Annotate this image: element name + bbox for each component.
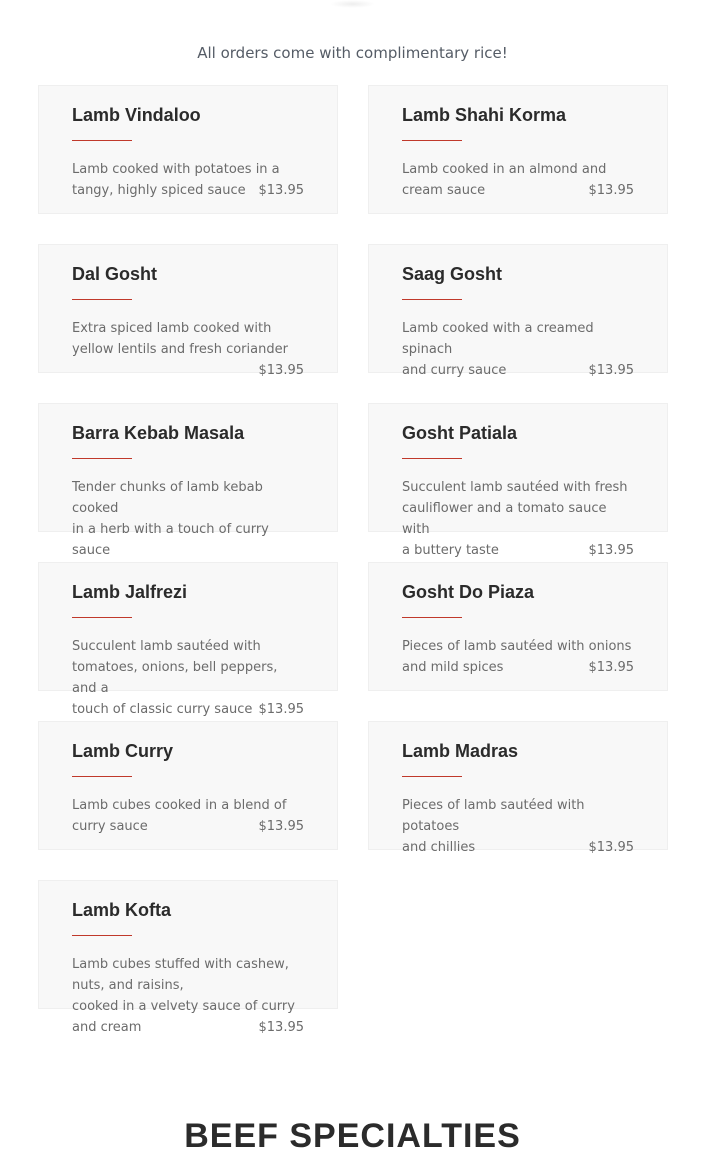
- description-text: Lamb cooked with a creamed spinach: [402, 321, 594, 357]
- menu-item-content: [72, 104, 304, 201]
- dish-description: [72, 636, 304, 720]
- description-text: Tender chunks of lamb kebab cooked: [72, 480, 263, 516]
- description-line: [402, 159, 634, 180]
- description-line: [72, 816, 304, 837]
- description-line: [72, 699, 304, 720]
- dish-description: [72, 795, 304, 837]
- dish-name: Gosht Do Piaza: [402, 582, 535, 602]
- description-line: [402, 180, 634, 201]
- menu-item-card: [38, 562, 338, 717]
- description-text: cooked in a velvety sauce of curry: [72, 999, 295, 1014]
- description-line: [72, 954, 304, 975]
- description-text: in a herb with a touch of curry sauce: [72, 522, 269, 558]
- description-line: [72, 1017, 304, 1038]
- dish-price-row: [72, 360, 304, 381]
- dish-description: [72, 318, 304, 381]
- menu-item-card: [368, 721, 668, 855]
- description-line: [72, 975, 304, 996]
- menu-item-content: [72, 899, 304, 1038]
- menu-item-content: [72, 740, 304, 837]
- menu-item-card: [368, 244, 668, 378]
- description-line: [402, 795, 634, 837]
- description-line: [72, 339, 304, 360]
- dish-description: [402, 795, 634, 858]
- dish-price: $13.95: [588, 183, 634, 198]
- dish-price: $13.95: [258, 1020, 304, 1035]
- description-line: [72, 318, 304, 339]
- description-text: touch of classic curry sauce: [72, 702, 253, 717]
- menu-item-card: [38, 403, 338, 558]
- dish-name: Gosht Patiala: [402, 423, 518, 443]
- accent-divider: [402, 617, 462, 618]
- dish-description: [402, 477, 634, 561]
- description-text: a buttery taste: [402, 543, 499, 558]
- dish-price: $13.95: [588, 660, 634, 675]
- dish-name: Saag Gosht: [402, 264, 503, 284]
- dish-price: $13.95: [258, 702, 304, 717]
- description-line: [72, 795, 304, 816]
- dish-name: Dal Gosht: [72, 264, 158, 284]
- scroll-fade: [330, 0, 375, 8]
- description-text: Extra spiced lamb cooked with: [72, 321, 272, 336]
- description-line: [72, 996, 304, 1017]
- menu-item-card: [38, 721, 338, 850]
- description-text: and cream: [72, 1020, 142, 1035]
- menu-item-content: [402, 263, 634, 381]
- menu-item-card: [38, 880, 338, 1035]
- description-line: [402, 540, 634, 561]
- description-text: tangy, highly spiced sauce: [72, 183, 246, 198]
- description-line: [402, 477, 634, 498]
- accent-divider: [72, 299, 132, 300]
- description-text: and chillies: [402, 840, 476, 855]
- accent-divider: [402, 776, 462, 777]
- description-text: nuts, and raisins,: [72, 978, 184, 993]
- dish-name: Lamb Curry: [72, 741, 174, 761]
- accent-divider: [402, 458, 462, 459]
- dish-description: [72, 954, 304, 1038]
- dish-name: Lamb Shahi Korma: [402, 105, 567, 125]
- menu-item-card: [368, 85, 668, 214]
- description-line: [402, 360, 634, 381]
- description-line: [72, 636, 304, 657]
- description-text: Lamb cubes stuffed with cashew,: [72, 957, 289, 972]
- description-text: Succulent lamb sautéed with fresh: [402, 480, 628, 495]
- dish-price: $13.95: [258, 819, 304, 834]
- description-text: Lamb cooked with potatoes in a: [72, 162, 280, 177]
- description-text: yellow lentils and fresh coriander: [72, 342, 288, 357]
- menu-item-content: [72, 422, 304, 582]
- menu-item-content: [402, 740, 634, 858]
- dish-price: $13.95: [258, 363, 304, 378]
- description-text: and curry sauce: [402, 363, 507, 378]
- dish-price: $13.95: [258, 183, 304, 198]
- menu-item-card: [38, 85, 338, 214]
- dish-description: [402, 159, 634, 201]
- accent-divider: [72, 617, 132, 618]
- dish-description: [402, 318, 634, 381]
- menu-item-content: [402, 422, 634, 561]
- description-text: tomatoes, onions, bell peppers, and a: [72, 660, 278, 696]
- description-line: [402, 837, 634, 858]
- description-text: Pieces of lamb sautéed with onions: [402, 639, 632, 654]
- description-line: [402, 498, 634, 540]
- menu-item-content: [72, 263, 304, 381]
- description-text: Lamb cooked in an almond and: [402, 162, 607, 177]
- description-line: [72, 180, 304, 201]
- menu-item-card: [368, 562, 668, 691]
- description-text: and mild spices: [402, 660, 504, 675]
- dish-price: $13.95: [588, 363, 634, 378]
- dish-name: Lamb Jalfrezi: [72, 582, 188, 602]
- description-line: [72, 519, 304, 561]
- menu-item-card: [38, 244, 338, 378]
- description-line: [402, 657, 634, 678]
- description-text: Succulent lamb sautéed with: [72, 639, 261, 654]
- description-line: [72, 159, 304, 180]
- complimentary-rice-notice: All orders come with complimentary rice!: [197, 44, 508, 62]
- menu-item-content: [402, 104, 634, 201]
- dish-name: Lamb Madras: [402, 741, 519, 761]
- dish-price: $13.95: [588, 543, 634, 558]
- description-line: [402, 318, 634, 360]
- section-heading-beef: BEEF SPECIALTIES: [184, 1117, 521, 1155]
- description-text: Lamb cubes cooked in a blend of: [72, 798, 287, 813]
- description-text: cream sauce: [402, 183, 486, 198]
- description-text: curry sauce: [72, 819, 148, 834]
- description-line: [72, 657, 304, 699]
- menu-item-card: [368, 403, 668, 558]
- dish-name: Lamb Vindaloo: [72, 105, 201, 125]
- description-line: [402, 636, 634, 657]
- menu-item-content: [72, 581, 304, 720]
- accent-divider: [402, 140, 462, 141]
- accent-divider: [72, 935, 132, 936]
- dish-description: [72, 159, 304, 201]
- description-text: cauliflower and a tomato sauce with: [402, 501, 607, 537]
- accent-divider: [72, 776, 132, 777]
- description-text: Pieces of lamb sautéed with potatoes: [402, 798, 585, 834]
- description-line: [72, 477, 304, 519]
- dish-name: Lamb Kofta: [72, 900, 171, 920]
- accent-divider: [72, 458, 132, 459]
- dish-description: [402, 636, 634, 678]
- accent-divider: [402, 299, 462, 300]
- dish-name: Barra Kebab Masala: [72, 423, 245, 443]
- accent-divider: [72, 140, 132, 141]
- menu-item-content: [402, 581, 634, 678]
- dish-price: $13.95: [588, 840, 634, 855]
